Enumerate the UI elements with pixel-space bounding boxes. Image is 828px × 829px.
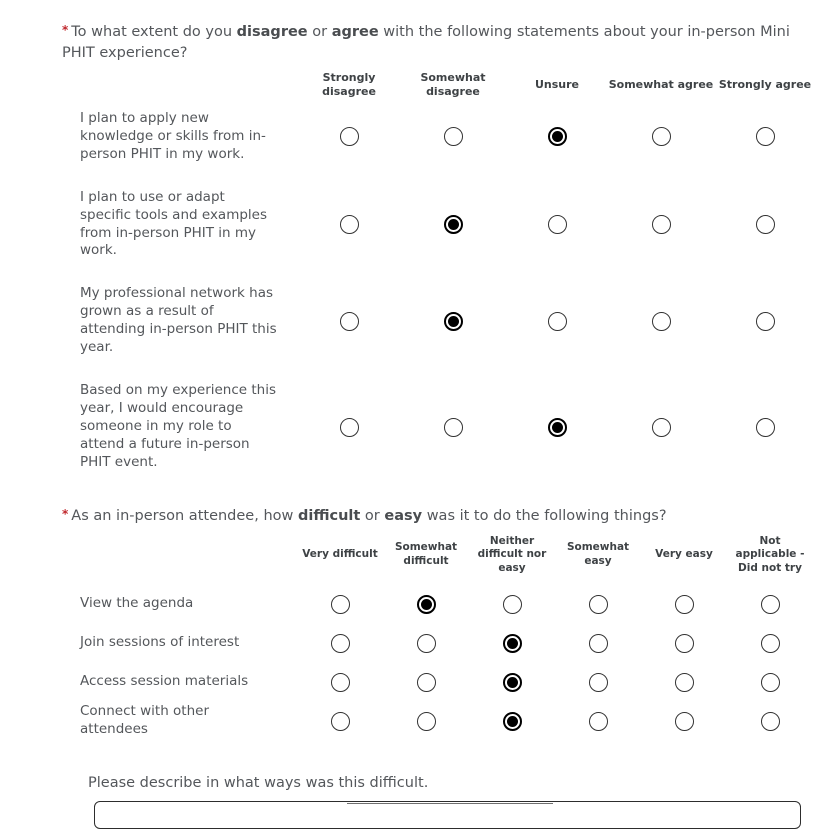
radio-option[interactable]	[756, 418, 775, 437]
radio-option[interactable]	[340, 215, 359, 234]
column-header-label: Somewhat difficult	[394, 541, 458, 568]
matrix-cell	[505, 312, 609, 331]
question-difficulty	[62, 506, 828, 741]
matrix-column-header	[727, 535, 813, 585]
matrix-cell	[641, 634, 727, 653]
radio-option[interactable]	[675, 595, 694, 614]
radio-option[interactable]	[331, 712, 350, 731]
question-describe-difficulty	[88, 775, 828, 829]
prompt-mid: or	[307, 24, 332, 40]
matrix-cell	[383, 673, 469, 692]
radio-option[interactable]	[444, 418, 463, 437]
radio-selected-dot	[448, 219, 459, 230]
prompt-bold-disagree: disagree	[236, 24, 308, 40]
matrix-cell	[401, 418, 505, 437]
radio-option-selected[interactable]	[503, 712, 522, 731]
matrix-cell	[401, 127, 505, 146]
matrix-column-header	[401, 71, 505, 110]
radio-selected-dot	[507, 677, 518, 688]
column-header-label: Unsure	[534, 78, 580, 92]
prompt-prefix: As an in-person attendee, how	[71, 508, 298, 524]
matrix-cell	[641, 595, 727, 614]
matrix-row	[80, 624, 828, 663]
matrix-row	[80, 382, 828, 472]
matrix-cell	[609, 418, 713, 437]
radio-option[interactable]	[589, 712, 608, 731]
prompt-bold-difficult: difficult	[297, 508, 361, 524]
matrix-cell	[727, 634, 813, 653]
column-header-label: Very easy	[655, 548, 713, 561]
column-header-label: Somewhat easy	[566, 541, 630, 568]
radio-option[interactable]	[756, 215, 775, 234]
radio-option[interactable]	[652, 418, 671, 437]
radio-selected-dot	[421, 599, 432, 610]
matrix-cell	[641, 673, 727, 692]
column-header-label: Strongly disagree	[322, 71, 376, 99]
column-header-label: Strongly agree	[718, 78, 812, 92]
matrix-cell	[555, 712, 641, 731]
matrix-column-header	[555, 541, 641, 577]
matrix-cell	[609, 215, 713, 234]
matrix-row-label: I plan to apply new knowledge or skills from in-person PHIT in my work.	[80, 109, 266, 162]
matrix-cell	[383, 595, 469, 614]
matrix-column-header	[505, 78, 609, 102]
required-asterisk: *	[62, 507, 69, 521]
radio-option[interactable]	[675, 712, 694, 731]
matrix-cell	[297, 127, 401, 146]
radio-option[interactable]	[761, 712, 780, 731]
matrix-cell	[297, 634, 383, 653]
required-asterisk: *	[62, 23, 69, 37]
radio-option[interactable]	[417, 712, 436, 731]
radio-option[interactable]	[503, 595, 522, 614]
matrix-cell	[713, 312, 817, 331]
matrix-cell	[297, 673, 383, 692]
column-header-label: Very difficult	[302, 548, 378, 561]
matrix-row-label: Based on my experience this year, I would encourage someone in my role to attend a future in-person PHIT event.	[80, 382, 277, 471]
matrix-row	[80, 585, 828, 624]
matrix-cell	[727, 595, 813, 614]
matrix-header-row	[80, 535, 828, 585]
difficulty-description-input[interactable]	[94, 801, 801, 829]
matrix-cell	[383, 712, 469, 731]
radio-option[interactable]	[340, 127, 359, 146]
matrix-row-label: I plan to use or adapt specific tools and examples from in-person PHIT in my work.	[80, 188, 268, 259]
radio-option-selected[interactable]	[444, 312, 463, 331]
matrix-column-header	[469, 535, 555, 585]
radio-option[interactable]	[340, 312, 359, 331]
matrix-cell	[297, 312, 401, 331]
matrix-cell	[469, 673, 555, 692]
matrix-row-label: My professional network has grown as a result of attending in-person PHIT this year.	[80, 285, 277, 356]
matrix-cell	[469, 712, 555, 731]
radio-option[interactable]	[444, 127, 463, 146]
question-prompt	[62, 22, 807, 63]
matrix-cell	[609, 127, 713, 146]
radio-option-selected[interactable]	[548, 418, 567, 437]
column-header-label: Neither difficult nor easy	[477, 534, 547, 574]
prompt-prefix: To what extent do you	[71, 24, 237, 40]
radio-selected-dot	[507, 716, 518, 727]
radio-option[interactable]	[675, 673, 694, 692]
matrix-cell	[555, 595, 641, 614]
difficulty-matrix	[80, 535, 828, 741]
matrix-row	[80, 110, 828, 164]
question-agreement	[62, 22, 828, 472]
agreement-matrix	[80, 71, 828, 472]
radio-option-selected[interactable]	[444, 215, 463, 234]
matrix-cell	[727, 712, 813, 731]
matrix-cell	[297, 712, 383, 731]
prompt-bold-agree: agree	[331, 24, 379, 40]
matrix-column-header	[609, 78, 713, 102]
matrix-body	[80, 110, 828, 472]
partial-element-top-edge	[347, 803, 553, 804]
matrix-body	[80, 585, 828, 741]
matrix-cell	[469, 595, 555, 614]
matrix-cell	[713, 418, 817, 437]
prompt-suffix: was it to do the following things?	[422, 508, 667, 524]
question-prompt: Please describe in what ways was this difficult.	[88, 774, 429, 791]
matrix-column-header	[641, 548, 727, 571]
radio-option[interactable]	[761, 673, 780, 692]
matrix-row	[80, 285, 828, 357]
matrix-row-label: Access session materials	[80, 673, 249, 690]
radio-option[interactable]	[652, 215, 671, 234]
radio-selected-dot	[552, 131, 563, 142]
prompt-mid: or	[360, 508, 385, 524]
radio-option[interactable]	[331, 634, 350, 653]
matrix-cell	[505, 127, 609, 146]
question-prompt	[62, 506, 807, 527]
matrix-cell	[383, 634, 469, 653]
matrix-row-label: View the agenda	[80, 595, 194, 612]
radio-selected-dot	[448, 316, 459, 327]
matrix-cell	[401, 312, 505, 331]
radio-option[interactable]	[756, 127, 775, 146]
column-header-label: Somewhat agree	[608, 78, 714, 92]
radio-option[interactable]	[589, 673, 608, 692]
matrix-cell	[297, 215, 401, 234]
prompt-bold-easy: easy	[384, 508, 423, 524]
matrix-cell	[297, 595, 383, 614]
matrix-cell	[609, 312, 713, 331]
matrix-row	[80, 189, 828, 261]
matrix-cell	[727, 673, 813, 692]
radio-option[interactable]	[417, 673, 436, 692]
radio-option-selected[interactable]	[503, 673, 522, 692]
radio-option[interactable]	[331, 595, 350, 614]
radio-option[interactable]	[548, 312, 567, 331]
radio-option[interactable]	[589, 595, 608, 614]
prompt-suffix: with the following statements about your in-person Mini PHIT experience?	[62, 24, 790, 61]
matrix-row	[80, 663, 828, 702]
matrix-cell	[713, 127, 817, 146]
matrix-column-header	[383, 541, 469, 577]
column-header-label: Not applicable - Did not try	[735, 534, 805, 574]
matrix-header-row	[80, 71, 828, 110]
radio-option[interactable]	[652, 127, 671, 146]
radio-option[interactable]	[652, 312, 671, 331]
matrix-row	[80, 702, 828, 741]
radio-option[interactable]	[331, 673, 350, 692]
radio-selected-dot	[507, 638, 518, 649]
matrix-column-header	[713, 78, 817, 102]
radio-option-selected[interactable]	[548, 127, 567, 146]
matrix-cell	[401, 215, 505, 234]
matrix-cell	[555, 634, 641, 653]
matrix-cell	[641, 712, 727, 731]
matrix-column-header	[297, 71, 401, 110]
matrix-row-label: Connect with other attendees	[80, 703, 210, 737]
matrix-cell	[713, 215, 817, 234]
radio-option[interactable]	[675, 634, 694, 653]
matrix-cell	[555, 673, 641, 692]
radio-selected-dot	[552, 422, 563, 433]
matrix-column-header	[297, 548, 383, 571]
matrix-cell	[505, 215, 609, 234]
radio-option[interactable]	[761, 595, 780, 614]
radio-option[interactable]	[761, 634, 780, 653]
radio-option-selected[interactable]	[417, 595, 436, 614]
radio-option[interactable]	[548, 215, 567, 234]
matrix-cell	[505, 418, 609, 437]
radio-option[interactable]	[417, 634, 436, 653]
radio-option[interactable]	[756, 312, 775, 331]
matrix-cell	[469, 634, 555, 653]
radio-option-selected[interactable]	[503, 634, 522, 653]
radio-option[interactable]	[589, 634, 608, 653]
matrix-cell	[297, 418, 401, 437]
matrix-row-label: Join sessions of interest	[80, 634, 240, 651]
column-header-label: Somewhat disagree	[420, 71, 486, 99]
radio-option[interactable]	[340, 418, 359, 437]
